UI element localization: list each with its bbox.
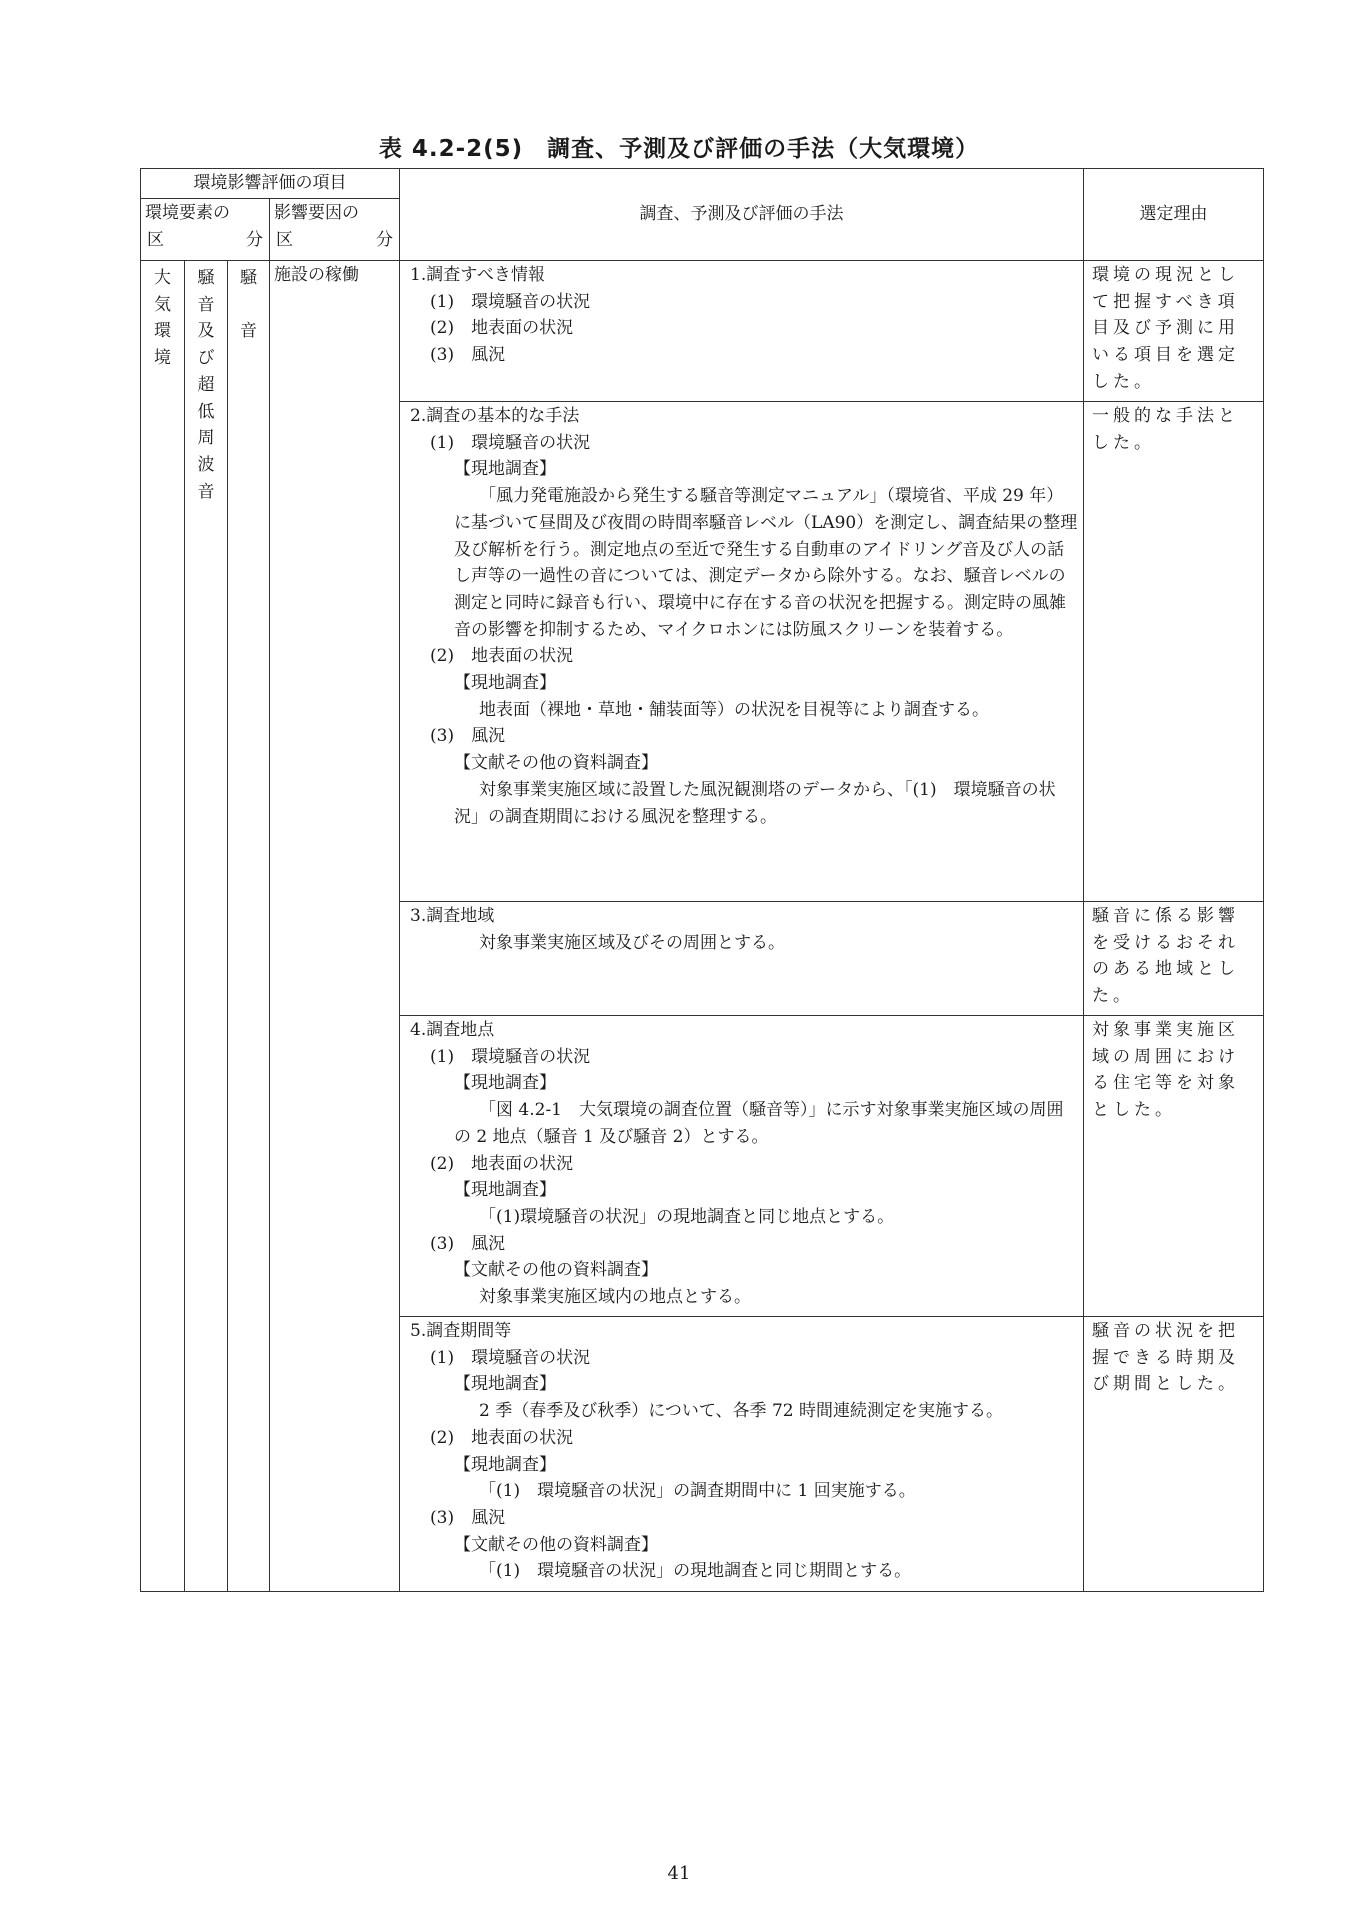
method-line-head: 5.調査期間等 (410, 1321, 512, 1341)
header-factor-left: 区 (276, 229, 293, 250)
method-line-bracket: 【文献その他の資料調査】 (454, 1260, 658, 1281)
method-line-sub: (1) 環境騒音の状況 (430, 432, 591, 453)
method-line-head: 3.調査地域 (410, 906, 495, 926)
method-line-sub: (1) 環境騒音の状況 (430, 291, 591, 312)
reason-section-1: 環境の現況として把握すべき項目及び予測に用いる項目を選定した。 (1084, 261, 1264, 402)
reason-section-2: 一般的な手法とした。 (1084, 402, 1264, 902)
method-section-4 (400, 1016, 1084, 1317)
method-line-bracket: 【文献その他の資料調査】 (454, 1534, 658, 1555)
page-number: 41 (667, 1863, 691, 1884)
method-line-bracket: 【現地調査】 (454, 459, 556, 480)
assessment-methods-table (140, 168, 1264, 1592)
method-section-1 (400, 261, 1084, 402)
method-line-sub: (3) 風況 (430, 1233, 506, 1254)
reason-section-3: 騒音に係る影響を受けるおそれのある地域とした。 (1084, 902, 1264, 1016)
method-line-bracket: 【現地調査】 (454, 1073, 556, 1094)
reason-section-5: 騒音の状況を把握できる時期及び期間とした。 (1084, 1317, 1264, 1592)
method-line-bracket: 【現地調査】 (454, 1180, 556, 1201)
header-environment-element (141, 199, 270, 261)
method-line-sub: (2) 地表面の状況 (430, 646, 574, 667)
method-line-sub: (3) 風況 (430, 345, 506, 366)
method-line-sub: (1) 環境騒音の状況 (430, 1347, 591, 1368)
method-line-body: 対象事業実施区域に設置した風況観測塔のデータから、「(1) 環境騒音の状況」の調査期間における風況を整理する。 (454, 779, 1056, 827)
reason-section-4: 対象事業実施区域の周囲における住宅等を対象とした。 (1084, 1016, 1264, 1317)
method-line-sub: (1) 環境騒音の状況 (430, 1046, 591, 1067)
header-element-right: 分 (246, 229, 263, 250)
method-line-head: 1.調査すべき情報 (410, 265, 545, 285)
method-line-sub: (2) 地表面の状況 (430, 1153, 574, 1174)
method-line-body: 地表面（裸地・草地・舗装面等）の状況を目視等により調査する。 (479, 699, 989, 720)
header-element-line2 (145, 227, 265, 254)
factor-facility-operation: 施設の稼働 (270, 261, 400, 1592)
header-element-line1: 環境要素の (145, 203, 230, 223)
method-line-sub: (2) 地表面の状況 (430, 1427, 574, 1448)
method-line-bracket: 【現地調査】 (454, 1454, 556, 1475)
method-line-bracket: 【現地調査】 (454, 1374, 556, 1395)
method-line-body: 「(1)環境騒音の状況」の現地調査と同じ地点とする。 (479, 1206, 895, 1227)
header-method: 調査、予測及び評価の手法 (400, 169, 1084, 261)
method-line-body: 対象事業実施区域及びその周囲とする。 (479, 932, 785, 953)
category-noise: 騒 音 (228, 261, 270, 1592)
method-line-sub: (3) 風況 (430, 726, 506, 747)
method-line-body: 「図 4.2-1 大気環境の調査位置（騒音等）」に示す対象事業実施区域の周囲の 2 地点（騒音 1 及び騒音 2）とする。 (454, 1100, 1064, 1147)
header-assessment-items: 環境影響評価の項目 (141, 169, 400, 199)
method-line-head: 4.調査地点 (410, 1020, 495, 1040)
header-factor-line1: 影響要因の (274, 203, 359, 223)
method-line-sub: (2) 地表面の状況 (430, 318, 574, 339)
method-line-body: 対象事業実施区域内の地点とする。 (479, 1287, 751, 1308)
table-title: 表 4.2-2(5) 調査、予測及び評価の手法（大気環境） (378, 136, 980, 162)
method-line-body: 「(1) 環境騒音の状況」の調査期間中に 1 回実施する。 (479, 1481, 916, 1502)
category-noise-low-frequency: 騒 音 及 び 超 低 周 波 音 (185, 261, 228, 1592)
method-line-bracket: 【文献その他の資料調査】 (454, 753, 658, 774)
method-line-head: 2.調査の基本的な手法 (410, 406, 580, 426)
method-section-2 (400, 402, 1084, 902)
header-element-left: 区 (147, 229, 164, 250)
category-air-environment: 大 気 環 境 (141, 261, 185, 1592)
method-line-bracket: 【現地調査】 (454, 673, 556, 694)
method-line-body: 2 季（春季及び秋季）について、各季 72 時間連続測定を実施する。 (479, 1401, 1003, 1422)
method-line-sub: (3) 風況 (430, 1507, 506, 1528)
header-factor-line2 (274, 227, 395, 254)
method-line-body: 「風力発電施設から発生する騒音等測定マニュアル」（環境省、平成 29 年）に基づいて昼間及び夜間の時間率騒音レベル（LA90）を測定し、調査結果の整理及び解析を行う。測定地点の至近で発生する自動車のアイドリング音及び人の話し声等の一過性の音については、測定データから除外する。なお、騒音レベルの測定と同時に録音も行い、環境中に存在する音の状況を把握する。測定時の風雑音の影響を抑制するため、マイクロホンには防風スクリーンを装着する。 (454, 486, 1078, 640)
method-section-5 (400, 1317, 1084, 1592)
header-impact-factor (270, 199, 400, 261)
header-factor-right: 分 (376, 229, 393, 250)
method-section-3 (400, 902, 1084, 1016)
method-line-body: 「(1) 環境騒音の状況」の現地調査と同じ期間とする。 (479, 1561, 912, 1582)
header-reason: 選定理由 (1084, 169, 1264, 261)
